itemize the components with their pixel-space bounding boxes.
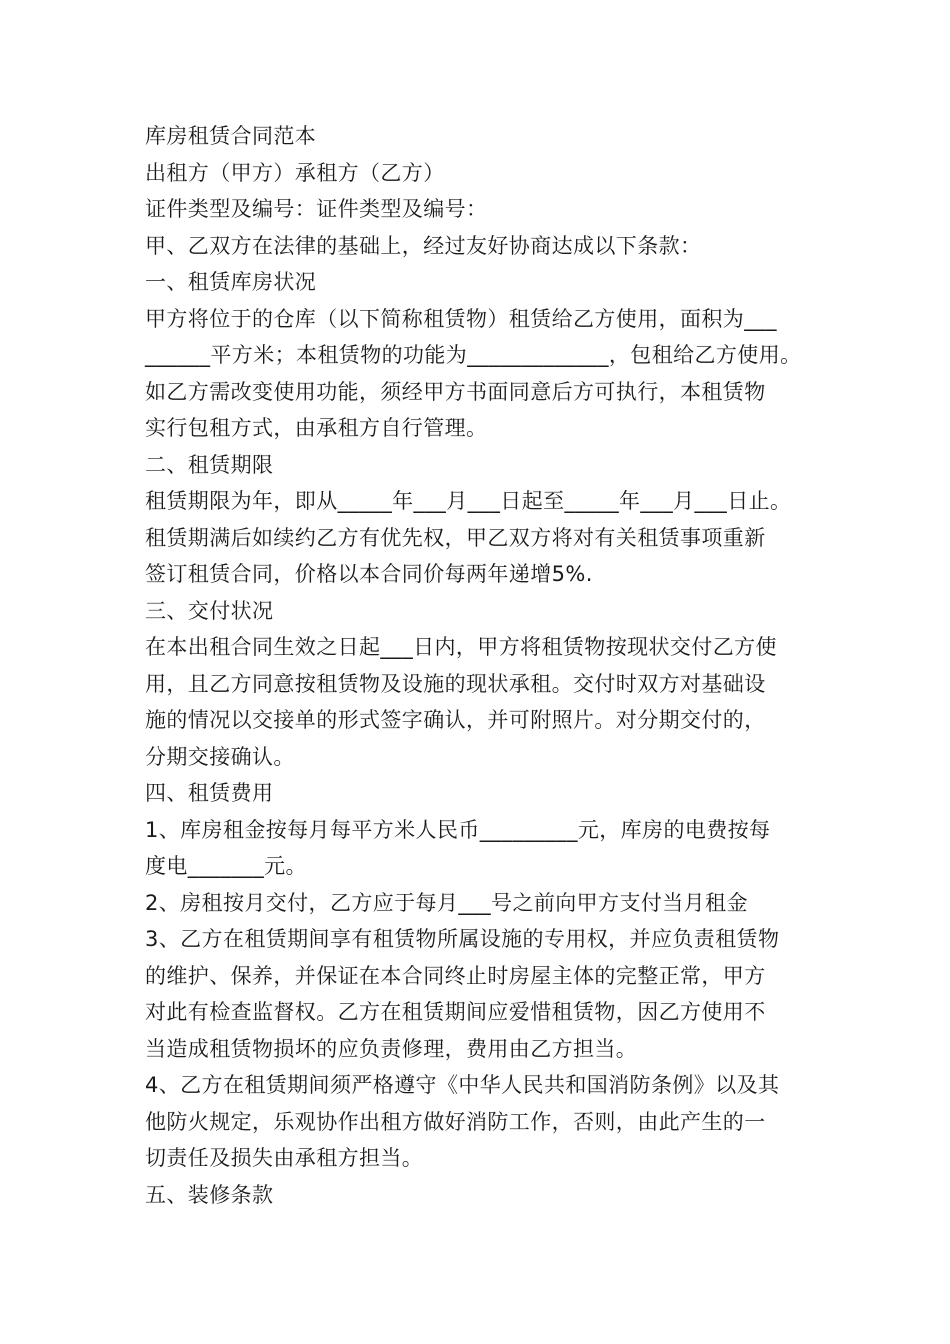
- paragraph-line: 施的情况以交接单的形式签字确认，并可附照片。对分期交付的，: [145, 708, 766, 732]
- paragraph-line: 签订租赁合同，价格以本合同价每两年递增5%.: [145, 562, 593, 586]
- preamble-line: 甲、乙双方在法律的基础上，经过友好协商达成以下条款：: [145, 233, 702, 258]
- clause-line: 当造成租赁物损坏的应负责修理，费用由乙方担当。: [145, 1036, 638, 1061]
- paragraph-line: 租赁期限为年，即从_____年___月___日起至_____年___月___日止。: [145, 489, 792, 513]
- clause-line: 4、乙方在租赁期间须严格遵守《中华人民共和国消防条例》以及其: [145, 1073, 780, 1097]
- section-heading-3: 三、交付状况: [145, 598, 274, 623]
- document-body: [145, 118, 815, 1213]
- section-heading-4: 四、租赁费用: [145, 781, 274, 805]
- clause-line: 对此有检查监督权。乙方在租赁期间应爱惜租赁物，因乙方使用不: [145, 1000, 766, 1024]
- clause-line: 的维护、保养，并保证在本合同终止时房屋主体的完整正常，甲方: [145, 963, 766, 988]
- document-title: 库房租赁合同范本: [145, 124, 317, 148]
- parties-line: 出租方（甲方）承租方（乙方）: [145, 160, 445, 185]
- section-heading-5: 五、装修条款: [145, 1182, 274, 1207]
- clause-line: 3、乙方在租赁期间享有租赁物所属设施的专用权，并应负责租赁物: [145, 927, 780, 951]
- clause-line: 切责任及损失由承租方担当。: [145, 1146, 424, 1170]
- paragraph-line: 甲方将位于的仓库（以下简称租赁物）租赁给乙方使用，面积为___: [145, 306, 777, 331]
- clause-line: 1、库房租金按每月每平方米人民币_________元，库房的电费按每: [145, 817, 771, 842]
- paragraph-line: ______平方米；本租赁物的功能为_____________，包租给乙方使用。: [145, 343, 802, 367]
- clause-line: 2、房租按月交付，乙方应于每月___号之前向甲方支付当月租金: [145, 890, 748, 915]
- clause-line: 度电_______元。: [145, 854, 307, 878]
- paragraph-line: 分期交接确认。: [145, 744, 295, 769]
- paragraph-line: 如乙方需改变使用功能，须经甲方书面同意后方可执行，本租赁物: [145, 379, 766, 404]
- paragraph-line: 实行包租方式，由承租方自行管理。: [145, 416, 488, 440]
- paragraph-line: 租赁期满后如续约乙方有优先权，甲乙双方将对有关租赁事项重新: [145, 525, 766, 550]
- clause-line: 他防火规定，乐观协作出租方做好消防工作，否则，由此产生的一: [145, 1109, 766, 1134]
- paragraph-line: 用，且乙方同意按租赁物及设施的现状承租。交付时双方对基础设: [145, 671, 766, 696]
- section-heading-2: 二、租赁期限: [145, 452, 274, 477]
- id-type-line: 证件类型及编号：证件类型及编号：: [145, 197, 488, 221]
- paragraph-line: 在本出租合同生效之日起___日内，甲方将租赁物按现状交付乙方使: [145, 635, 777, 659]
- section-heading-1: 一、租赁库房状况: [145, 270, 317, 294]
